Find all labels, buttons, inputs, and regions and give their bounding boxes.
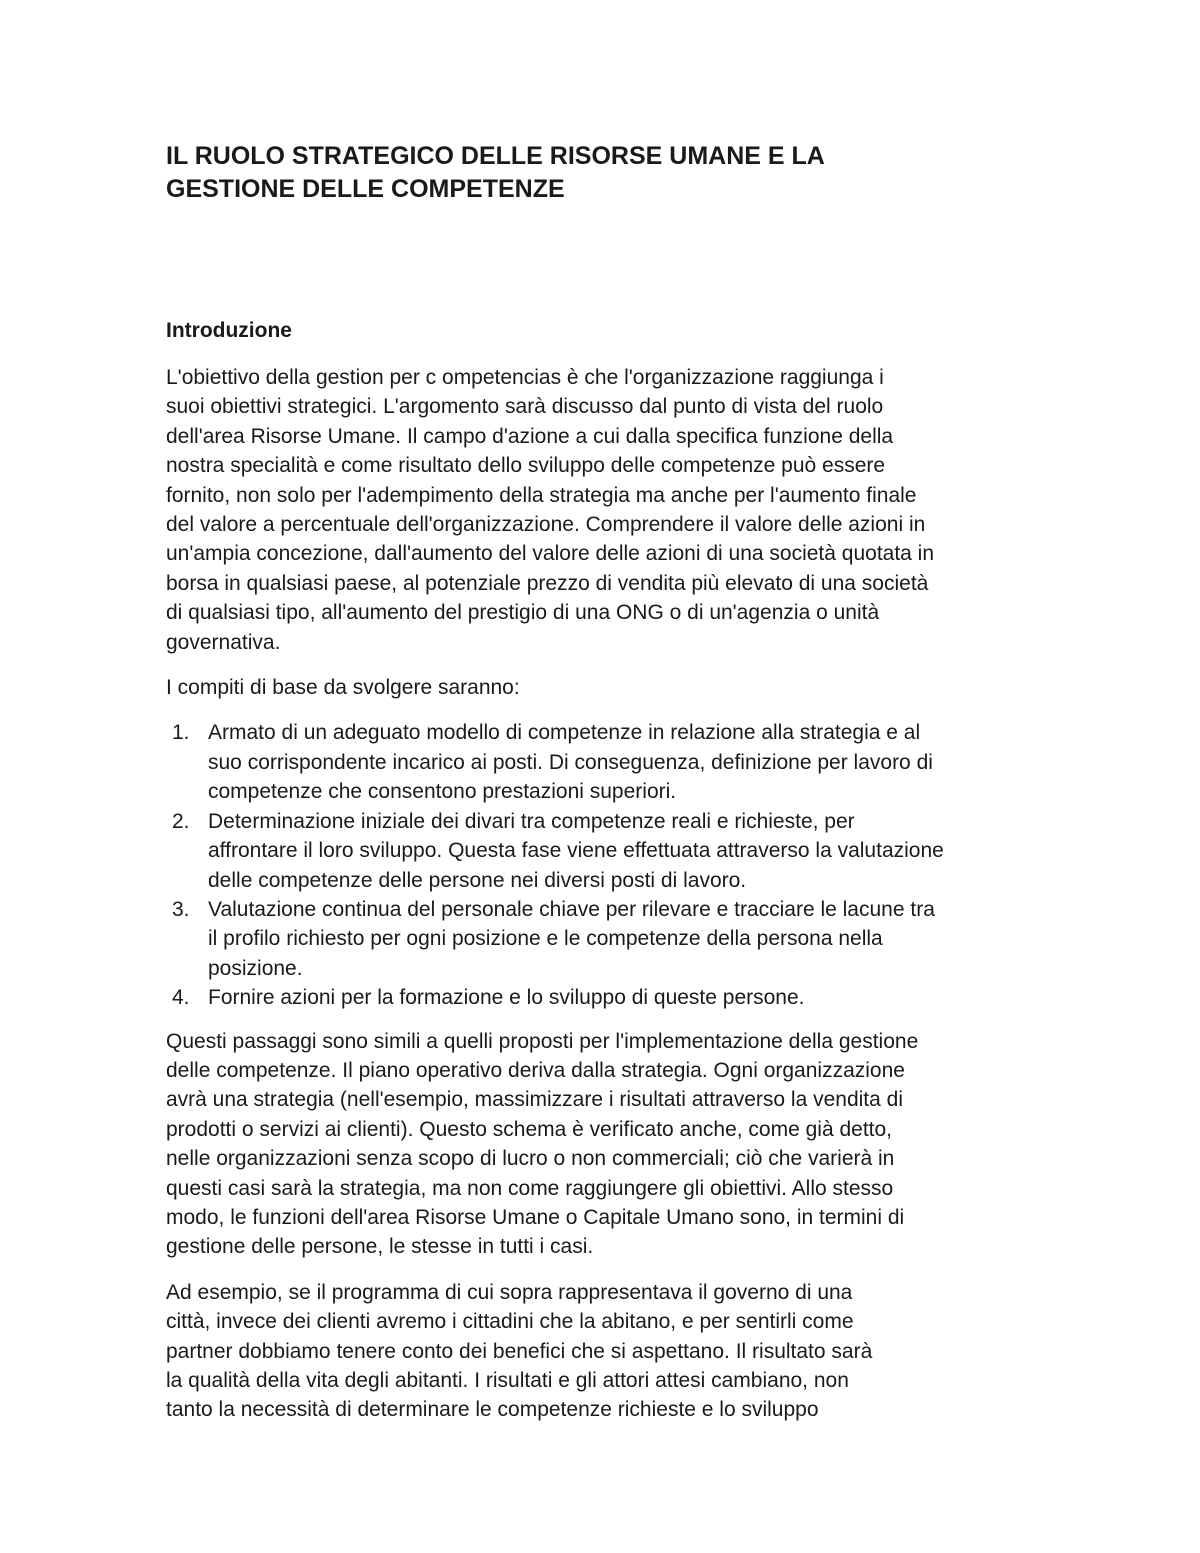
text-line: competenze che consentono prestazioni superiori. (208, 780, 677, 804)
steps-paragraph (166, 1027, 1046, 1262)
text-line: modo, le funzioni dell'area Risorse Umane o Capitale Umano sono, in termini di (166, 1205, 905, 1229)
list-number: 4. (172, 986, 190, 1010)
text-line: affrontare il loro sviluppo. Questa fase viene effettuata attraverso la valutazione (208, 839, 944, 863)
text-line: di qualsiasi tipo, all'aumento del prestigio di una ONG o di un'agenzia o unità (166, 601, 880, 625)
example-paragraph (166, 1278, 1046, 1425)
text-line: la qualità della vita degli abitanti. I risultati e gli attori attesi cambiano, non (166, 1369, 849, 1392)
text-line: borsa in qualsiasi paese, al potenziale prezzo di vendita più elevato di una società (166, 571, 929, 595)
text-line: posizione. (208, 956, 303, 980)
text-line: avrà una strategia (nell'esempio, massimizzare i risultati attraverso la vendita di (166, 1088, 903, 1112)
title-line: GESTIONE DELLE COMPETENZE (166, 175, 565, 203)
document-title (166, 140, 1046, 206)
text-line: governativa. (166, 630, 281, 654)
intro-paragraph (166, 363, 1046, 657)
text-line: nelle organizzazioni senza scopo di lucro o non commerciali; ciò che varierà in (166, 1147, 895, 1171)
text-line: questi casi sarà la strategia, ma non come raggiungere gli obiettivi. Allo stesso (166, 1176, 894, 1200)
text-line: nostra specialità e come risultato dello sviluppo delle competenze può essere (166, 454, 886, 478)
list-item (166, 983, 1046, 1012)
task-list (166, 718, 1046, 1012)
text-line: L'obiettivo della gestion per c ompetencias è che l'organizzazione raggiunga i (166, 366, 884, 389)
text-line: Determinazione iniziale dei divari tra competenze reali e richieste, per (208, 809, 855, 833)
section-heading-introduzione: Introduzione (166, 319, 292, 342)
text-line: del valore a percentuale dell'organizzazione. Comprendere il valore delle azioni in (166, 513, 926, 537)
list-item (166, 718, 1046, 806)
text-line: il profilo richiesto per ogni posizione e le competenze della persona nella (208, 927, 883, 951)
text-line: un'ampia concezione, dall'aumento del valore delle azioni di una società quotata in (166, 542, 935, 566)
text-line: gestione delle persone, le stesse in tutti i casi. (166, 1235, 594, 1259)
text-line: tanto la necessità di determinare le competenze richieste e lo sviluppo (166, 1398, 819, 1422)
tasks-intro: I compiti di base da svolgere saranno: (166, 676, 520, 700)
list-number: 2. (172, 809, 190, 833)
text-line: fornito, non solo per l'adempimento della strategia ma anche per l'aumento finale (166, 483, 917, 507)
list-item (166, 895, 1046, 983)
text-line: Armato di un adeguato modello di competenze in relazione alla strategia e al (208, 721, 921, 745)
title-line: IL RUOLO STRATEGICO DELLE RISORSE UMANE E LA (166, 142, 825, 170)
text-line: partner dobbiamo tenere conto dei benefici che si aspettano. Il risultato sarà (166, 1339, 873, 1363)
text-line: Fornire azioni per la formazione e lo sviluppo di queste persone. (208, 986, 805, 1010)
text-line: suo corrispondente incarico ai posti. Di conseguenza, definizione per lavoro di (208, 750, 933, 774)
list-item (166, 807, 1046, 895)
text-line: dell'area Risorse Umane. Il campo d'azione a cui dalla specifica funzione della (166, 424, 894, 448)
list-number: 1. (172, 721, 190, 745)
text-line: Questi passaggi sono simili a quelli proposti per l'implementazione della gestione (166, 1029, 919, 1053)
text-line: prodotti o servizi ai clienti). Questo schema è verificato anche, come già detto, (166, 1117, 893, 1141)
text-line: delle competenze. Il piano operativo deriva dalla strategia. Ogni organizzazione (166, 1058, 905, 1082)
text-line: Ad esempio, se il programma di cui sopra rappresentava il governo di una (166, 1280, 853, 1304)
list-number: 3. (172, 897, 190, 921)
text-line: delle competenze delle persone nei diversi posti di lavoro. (208, 868, 747, 892)
document-page (166, 140, 1046, 1425)
text-line: città, invece dei clienti avremo i cittadini che la abitano, e per sentirli come (166, 1310, 854, 1334)
text-line: suoi obiettivi strategici. L'argomento sarà discusso dal punto di vista del ruolo (166, 395, 884, 419)
text-line: Valutazione continua del personale chiave per rilevare e tracciare le lacune tra (208, 897, 935, 921)
